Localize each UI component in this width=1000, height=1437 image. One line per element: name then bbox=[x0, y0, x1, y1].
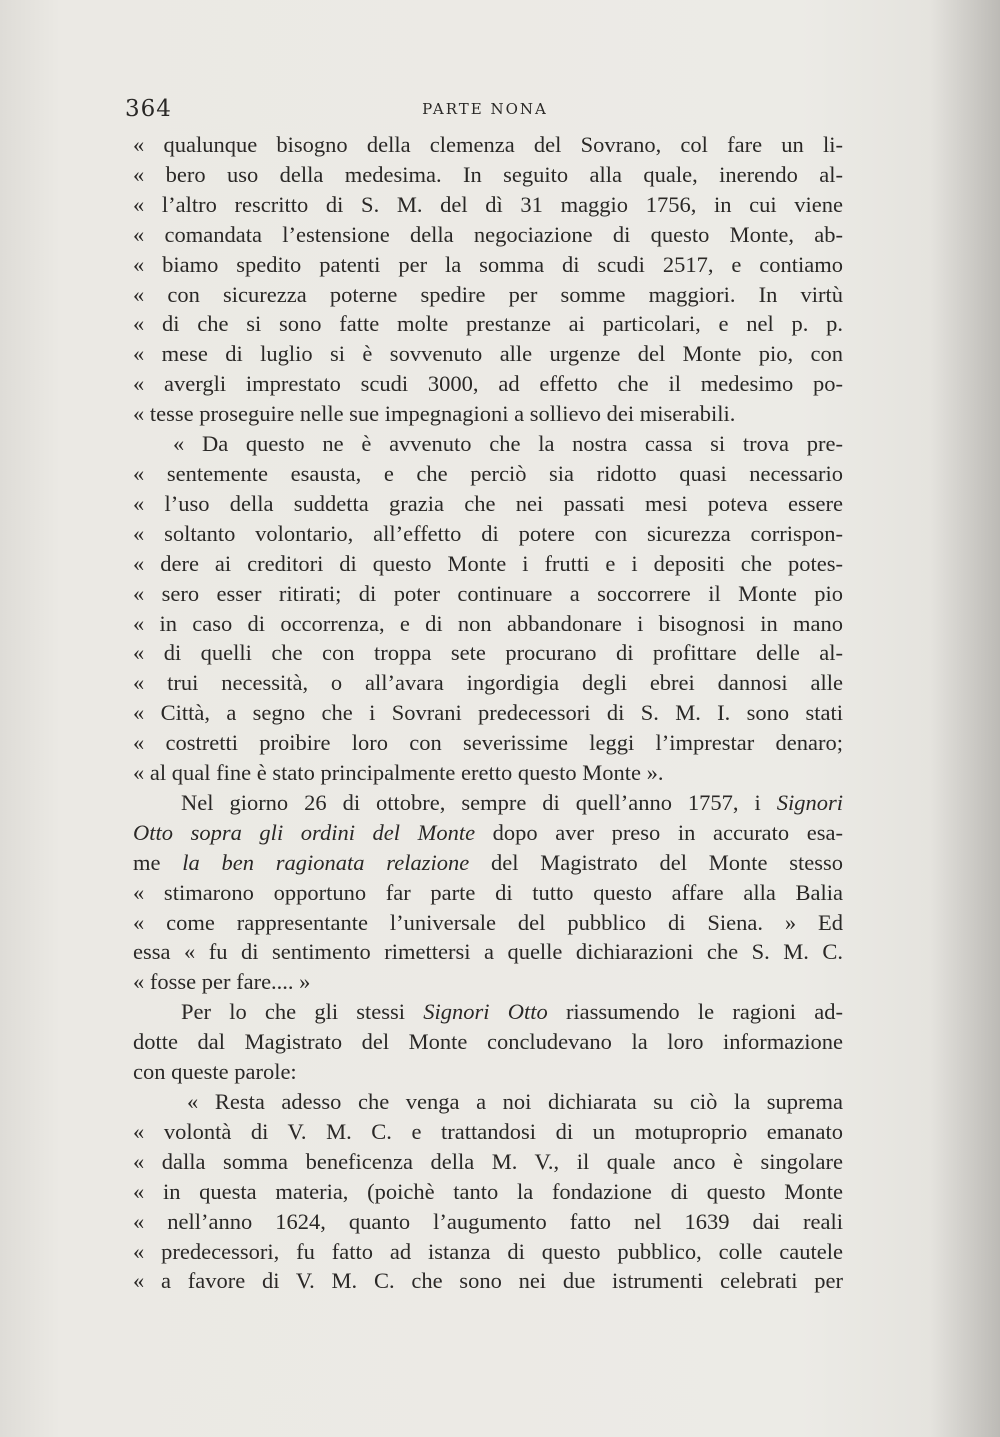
page-number: 364 bbox=[125, 96, 172, 122]
text-line: « al qual fine è stato principalmente eretto questo Monte ». bbox=[133, 760, 664, 786]
text-line: « bero uso della medesima. In seguito alla quale, inerendo al- bbox=[133, 161, 843, 187]
body-text bbox=[133, 130, 843, 1296]
text-line: « Resta adesso che venga a noi dichiarata su ciò la suprema bbox=[187, 1089, 843, 1114]
text-line: « nell’anno 1624, quanto l’augumento fatto nel 1639 dai reali bbox=[133, 1208, 843, 1234]
text-line: Otto sopra gli ordini del Monte dopo aver preso in accurato esa- bbox=[133, 819, 843, 845]
text-line: « stimarono opportuno far parte di tutto questo affare alla Balia bbox=[133, 879, 843, 905]
text-line: « mese di luglio si è sovvenuto alle urgenze del Monte pio, con bbox=[133, 341, 843, 367]
text-line: « qualunque bisogno della clemenza del Sovrano, col fare un li- bbox=[133, 132, 843, 157]
text-line: « sero esser ritirati; di poter continuare a soccorrere il Monte pio bbox=[133, 580, 843, 606]
page-gutter-shadow bbox=[930, 0, 1000, 1437]
text-line: Nel giorno 26 di ottobre, sempre di quell’anno 1757, i Signori bbox=[181, 789, 843, 815]
text-line: « avergli imprestato scudi 3000, ad effetto che il medesimo po- bbox=[133, 371, 843, 397]
text-line: « sentemente esausta, e che perciò sia ridotto quasi necessario bbox=[133, 460, 843, 486]
text-line: « in questa materia, (poichè tanto la fondazione di questo Monte bbox=[133, 1178, 843, 1204]
text-line: « fosse per fare.... » bbox=[133, 969, 311, 995]
running-head: PARTE NONA bbox=[422, 100, 548, 118]
text-line: « l’altro rescritto di S. M. del dì 31 maggio 1756, in cui viene bbox=[133, 191, 843, 217]
text-line: Per lo che gli stessi Signori Otto riassumendo le ragioni ad- bbox=[181, 999, 843, 1025]
text-line: « predecessori, fu fatto ad istanza di questo pubblico, colle cautele bbox=[133, 1238, 843, 1264]
text-line: « di che si sono fatte molte prestanze ai particolari, e nel p. p. bbox=[133, 311, 843, 337]
page-header bbox=[125, 96, 845, 126]
text-line: « volontà di V. M. C. e trattandosi di un motuproprio emanato bbox=[133, 1118, 843, 1144]
text-line: « dalla somma beneficenza della M. V., il quale anco è singolare bbox=[133, 1148, 843, 1174]
text-line: « trui necessità, o all’avara ingordigia degli ebrei dannosi alle bbox=[133, 670, 843, 696]
text-line: « l’uso della suddetta grazia che nei passati mesi poteva essere bbox=[133, 490, 843, 516]
text-line: « con sicurezza poterne spedire per somme maggiori. In virtù bbox=[133, 281, 843, 307]
text-line: con queste parole: bbox=[133, 1059, 297, 1085]
text-line: « Da questo ne è avvenuto che la nostra cassa si trova pre- bbox=[173, 431, 843, 457]
text-line: « come rappresentante l’universale del pubblico di Siena. » Ed bbox=[133, 909, 843, 935]
text-line: « di quelli che con troppa sete procurano di profittare delle al- bbox=[133, 640, 843, 666]
text-line: « comandata l’estensione della negociazione di questo Monte, ab- bbox=[133, 221, 843, 247]
text-line: essa « fu di sentimento rimettersi a quelle dichiarazioni che S. M. C. bbox=[133, 939, 843, 965]
text-line: « biamo spedito patenti per la somma di scudi 2517, e contiamo bbox=[133, 251, 843, 277]
text-line: « costretti proibire loro con severissime leggi l’imprestar denaro; bbox=[133, 730, 843, 756]
text-line: dotte dal Magistrato del Monte concludevano la loro informazione bbox=[133, 1029, 843, 1055]
text-line: « dere ai creditori di questo Monte i frutti e i depositi che potes- bbox=[133, 550, 843, 576]
text-line: « Città, a segno che i Sovrani predecessori di S. M. I. sono stati bbox=[133, 700, 843, 726]
text-line: « soltanto volontario, all’effetto di potere con sicurezza corrispon- bbox=[133, 520, 843, 546]
text-line: « tesse proseguire nelle sue impegnagioni a sollievo dei miserabili. bbox=[133, 401, 736, 427]
text-line: me la ben ragionata relazione del Magistrato del Monte stesso bbox=[133, 849, 843, 875]
text-line: « a favore di V. M. C. che sono nei due istrumenti celebrati per bbox=[133, 1268, 843, 1294]
text-line: « in caso di occorrenza, e di non abbandonare i bisognosi in mano bbox=[133, 610, 843, 636]
